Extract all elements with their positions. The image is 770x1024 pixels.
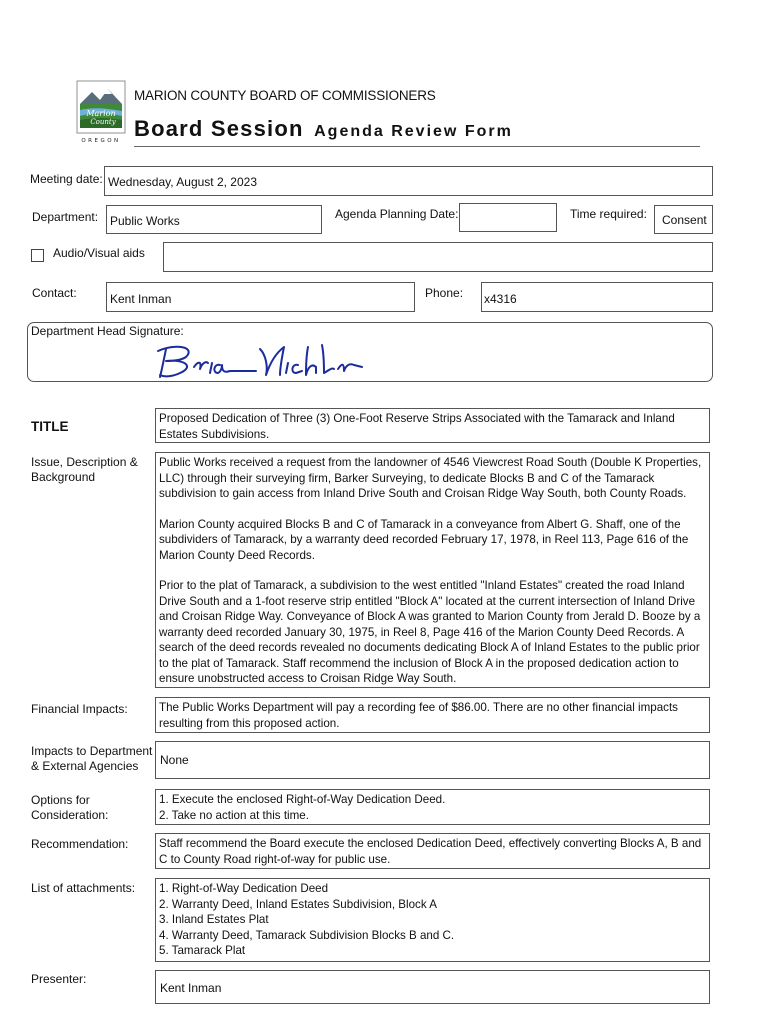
form-title-main: Board Session — [134, 116, 304, 141]
form-title-sub: Agenda Review Form — [314, 123, 513, 140]
issue-field[interactable] — [155, 452, 710, 688]
options-field[interactable] — [155, 789, 710, 825]
issue-paragraph-1: Public Works received a request from the landowner of 4546 Viewcrest Road South (Double K Properties, LLC) through their surveying firm, Barker Surveying, to dedicate Blocks B and C of the Tamarack subdivision to gain access from Inland Drive South and Croisan Ridge Way South, both County Roads. — [159, 456, 702, 500]
recommendation-field[interactable]: Staff recommend the Board execute the enclosed Dedication Deed, effectively converting Blocks A, B and C to County Road right-of-way for public use. — [155, 833, 710, 869]
signature-box[interactable] — [27, 322, 713, 382]
presenter-label: Presenter: — [31, 972, 87, 986]
signature-image — [156, 341, 386, 381]
av-label: Audio/Visual aids — [53, 246, 145, 260]
department-label: Department: — [32, 210, 99, 224]
attachment-item: 3. Inland Estates Plat — [159, 913, 269, 926]
agenda-planning-field[interactable] — [459, 203, 557, 232]
phone-value: x4316 — [484, 292, 517, 306]
title-field[interactable]: Proposed Dedication of Three (3) One-Foot Reserve Strips Associated with the Tamarack and Inland Estates Subdivisions. — [155, 408, 710, 443]
time-required-label: Time required: — [570, 207, 647, 221]
meeting-date-label: Meeting date: — [30, 172, 103, 186]
meeting-date-field[interactable] — [104, 166, 713, 196]
logo-text-2: County — [90, 118, 116, 126]
phone-label: Phone: — [425, 286, 464, 300]
financial-label: Financial Impacts: — [31, 702, 128, 716]
attachment-item: 2. Warranty Deed, Inland Estates Subdivision, Block A — [159, 897, 437, 911]
contact-field[interactable] — [106, 282, 415, 312]
presenter-field[interactable] — [155, 970, 710, 1004]
impacts-field[interactable] — [155, 741, 710, 779]
time-required-value: Consent — [662, 213, 707, 227]
logo-text-1: Marion — [86, 109, 116, 118]
issue-label-text: Issue, Description & Background — [31, 455, 138, 484]
time-required-field[interactable] — [654, 205, 713, 234]
meeting-date-value: Wednesday, August 2, 2023 — [108, 175, 257, 189]
form-title — [134, 116, 513, 142]
options-label-1: Options for — [31, 793, 90, 807]
attachment-item: 1. Right-of-Way Dedication Deed — [159, 882, 329, 895]
signature-label: Department Head Signature: — [31, 324, 184, 338]
av-field[interactable] — [163, 242, 713, 272]
option-item-2: 2. Take no action at this time. — [159, 808, 309, 822]
contact-value: Kent Inman — [110, 292, 172, 306]
recommendation-label: Recommendation: — [31, 837, 129, 851]
header-rule — [134, 146, 700, 147]
attachment-item: 4. Warranty Deed, Tamarack Subdivision Blocks B and C. — [159, 928, 455, 942]
impacts-value: None — [160, 753, 189, 767]
phone-field[interactable] — [481, 282, 713, 312]
impacts-label-1: Impacts to Department — [31, 744, 153, 758]
presenter-value: Kent Inman — [160, 981, 222, 995]
av-checkbox[interactable] — [31, 249, 44, 262]
title-label: TITLE — [31, 419, 69, 434]
options-label-2: Consideration: — [31, 808, 109, 822]
department-field[interactable] — [106, 205, 322, 234]
logo-text-3: OREGON — [81, 138, 121, 144]
option-item-1: 1. Execute the enclosed Right-of-Way Dedication Deed. — [159, 793, 446, 806]
agenda-planning-label: Agenda Planning Date: — [335, 207, 459, 221]
attachments-label: List of attachments: — [31, 881, 136, 895]
org-name: MARION COUNTY BOARD OF COMMISSIONERS — [134, 88, 436, 103]
contact-label: Contact: — [32, 286, 77, 300]
issue-paragraph-3: Prior to the plat of Tamarack, a subdivision to the west entitled "Inland Estates" created the road Inland Drive South and a 1-foot reserve strip entitled "Block A" located at the current intersection of Inland Drive and Croisan Ridge Way. Conveyance of Block A was granted to Marion County from Jerald D. Booze by a warranty deed recorded January 30, 1975, in Reel 8, Page 416 of the Marion County Deed Records. A search of the deed records revealed no documents dedicating Block A of Inland Estates to the public prior to the plat of Tamarack. Staff recommend the inclusion of Block A in the proposed dedication action to ensure unobstructed access to Croisan Ridge Way South. — [159, 579, 701, 685]
options-label — [31, 793, 108, 823]
attachments-field[interactable] — [155, 878, 710, 962]
issue-paragraph-2: Marion County acquired Blocks B and C of Tamarack in a conveyance from Albert G. Shaff, one of the subdividers of Tamarack, by a warranty deed recorded February 17, 1978, in Reel 113, Page 616 of the Marion County Deed Records. — [159, 517, 689, 562]
financial-field[interactable]: The Public Works Department will pay a recording fee of $86.00. There are no other financial impacts resulting from this proposed action. — [155, 697, 710, 733]
department-value: Public Works — [110, 214, 180, 228]
issue-label — [31, 455, 141, 485]
marion-county-logo — [76, 80, 126, 144]
attachment-item: 5. Tamarack Plat — [159, 944, 246, 957]
impacts-label-2: & External Agencies — [31, 759, 139, 773]
impacts-label — [31, 744, 152, 774]
